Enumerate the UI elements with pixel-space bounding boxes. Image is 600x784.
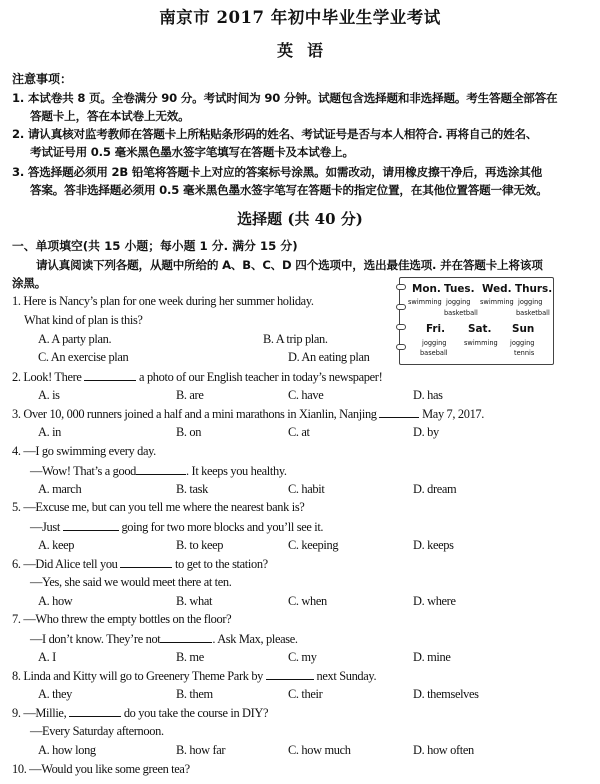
day-fri: Fri. xyxy=(426,323,446,335)
binder-ring xyxy=(396,344,406,350)
answer-blank xyxy=(379,406,419,418)
section-title: 选择题 (共 40 分) xyxy=(237,210,363,228)
q6-option-a: A. how xyxy=(38,594,73,608)
question-9-reply: —Every Saturday afternoon. xyxy=(30,724,164,738)
q6-text-before: 6. —Did Alice tell you xyxy=(12,557,118,571)
q8-option-d: D. themselves xyxy=(413,687,479,701)
q6-text-after: to get to the station? xyxy=(175,557,268,571)
q4-option-a: A. march xyxy=(38,482,82,496)
q7-text-after: . Ask Max, please. xyxy=(212,632,298,646)
note-1-line-1: 1. 本试卷共 8 页。全卷满分 90 分。考试时间为 90 分钟。试题包含选择题和非选择题。考生答题全部答在 xyxy=(12,91,558,105)
q5-option-b: B. to keep xyxy=(176,538,224,552)
binder-ring xyxy=(396,304,406,310)
question-3-stem xyxy=(12,406,484,422)
q2-option-d: D. has xyxy=(413,388,443,402)
activity-sun-2: tennis xyxy=(514,349,535,357)
day-thurs: Thurs. xyxy=(515,283,553,295)
answer-blank xyxy=(120,556,172,568)
binder-ring xyxy=(396,284,406,290)
q9-text-before: 9. —Millie, xyxy=(12,706,67,720)
q9-option-a: A. how long xyxy=(38,743,96,757)
activity-sat: swimming xyxy=(464,339,498,347)
question-4-stem: 4. —I go swimming every day. xyxy=(12,444,156,458)
q8-text-after: next Sunday. xyxy=(316,669,377,683)
note-3-line-2: 答案。答非选择题必须用 0.5 毫米黑色墨水签字笔写在答题卡的指定位置，在其他位置答题一律无效。 xyxy=(30,183,548,197)
question-9-stem xyxy=(12,705,268,721)
day-wed: Wed. xyxy=(482,283,512,295)
q2-text-before: 2. Look! There xyxy=(12,370,82,384)
question-5-reply xyxy=(30,519,323,535)
activity-thurs-2: basketball xyxy=(516,309,550,317)
question-7-reply xyxy=(30,631,298,647)
q4-option-c: C. habit xyxy=(288,482,325,496)
answer-blank xyxy=(266,668,314,680)
q3-option-c: C. at xyxy=(288,425,310,439)
note-3-line-1: 3. 答选择题必须用 2B 铅笔将答题卡上对应的答案标号涂黑。如需改动，请用橡皮擦干净后，再选涂其他 xyxy=(12,165,543,179)
question-1-stem-2: What kind of plan is this? xyxy=(24,313,143,327)
q4-text-after: . It keeps you healthy. xyxy=(186,464,287,478)
q7-option-c: C. my xyxy=(288,650,317,664)
exam-title: 南京市 2017 年初中毕业生学业考试 xyxy=(159,8,441,27)
question-8-stem xyxy=(12,668,376,684)
activity-mon: swimming xyxy=(408,298,442,306)
q2-text-after: a photo of our English teacher in today’s newspaper! xyxy=(139,370,383,384)
q5-text-after: going for two more blocks and you’ll see it. xyxy=(121,520,324,534)
q8-option-a: A. they xyxy=(38,687,73,701)
activity-wed: swimming xyxy=(480,298,514,306)
question-5-stem: 5. —Excuse me, but can you tell me where the nearest bank is? xyxy=(12,500,305,514)
q5-option-c: C. keeping xyxy=(288,538,339,552)
activity-fri-2: baseball xyxy=(420,349,448,357)
note-1-line-2: 答题卡上，答在本试卷上无效。 xyxy=(30,109,190,123)
weekly-plan-card xyxy=(399,277,554,365)
part-heading: 一、单项填空(共 15 小题；每小题 1 分. 满分 15 分) xyxy=(12,239,298,253)
answer-blank xyxy=(136,463,186,475)
activity-fri: jogging xyxy=(422,339,447,347)
q1-option-d: D. An eating plan xyxy=(288,350,370,364)
q3-option-d: D. by xyxy=(413,425,439,439)
question-10-stem: 10. —Would you like some green tea? xyxy=(12,762,190,776)
question-6-reply: —Yes, she said we would meet there at ten. xyxy=(30,575,232,589)
day-sat: Sat. xyxy=(468,323,492,335)
q8-option-b: B. them xyxy=(176,687,213,701)
q3-text-before: 3. Over 10, 000 runners joined a half and a mini marathons in Xianlin, Nanjing xyxy=(12,407,377,421)
q9-option-c: C. how much xyxy=(288,743,351,757)
answer-blank xyxy=(160,631,212,643)
question-2-stem xyxy=(12,369,382,385)
q3-option-a: A. in xyxy=(38,425,62,439)
answer-blank xyxy=(63,519,119,531)
q5-text-before: —Just xyxy=(30,520,60,534)
q6-option-d: D. where xyxy=(413,594,456,608)
notes-heading: 注意事项： xyxy=(12,72,73,86)
question-6-stem xyxy=(12,556,268,572)
q3-text-after: May 7, 2017. xyxy=(422,407,485,421)
q4-option-b: B. task xyxy=(176,482,208,496)
day-mon: Mon. xyxy=(412,283,441,295)
q9-option-b: B. how far xyxy=(176,743,226,757)
q8-option-c: C. their xyxy=(288,687,323,701)
day-tues: Tues. xyxy=(444,283,475,295)
q7-option-a: A. I xyxy=(38,650,56,664)
q2-option-c: C. have xyxy=(288,388,324,402)
subject-title: 英语 xyxy=(276,41,337,60)
q5-option-a: A. keep xyxy=(38,538,75,552)
question-1-stem: 1. Here is Nancy’s plan for one week during her summer holiday. xyxy=(12,294,314,308)
q8-text-before: 8. Linda and Kitty will go to Greenery Theme Park by xyxy=(12,669,264,683)
question-7-stem: 7. —Who threw the empty bottles on the floor? xyxy=(12,612,232,626)
q6-option-c: C. when xyxy=(288,594,327,608)
q7-option-b: B. me xyxy=(176,650,204,664)
q9-option-d: D. how often xyxy=(413,743,474,757)
q4-option-d: D. dream xyxy=(413,482,457,496)
activity-sun: jogging xyxy=(510,339,535,347)
q1-option-a: A. A party plan. xyxy=(38,332,112,346)
activity-tues: jogging xyxy=(446,298,471,306)
answer-blank xyxy=(69,705,121,717)
question-4-reply xyxy=(30,463,287,479)
q7-option-d: D. mine xyxy=(413,650,451,664)
q2-option-a: A. is xyxy=(38,388,60,402)
q2-option-b: B. are xyxy=(176,388,204,402)
note-2-line-2: 考试证号用 0.5 毫米黑色墨水签字笔填写在答题卡及本试卷上。 xyxy=(30,145,354,159)
q4-text-before: —Wow! That’s a good xyxy=(30,464,137,478)
activity-tues-2: basketball xyxy=(444,309,478,317)
q1-option-b: B. A trip plan. xyxy=(263,332,328,346)
q7-text-before: —I don’t know. They’re not xyxy=(30,632,161,646)
instruction-line-1: 请认真阅读下列各题，从题中所给的 A、B、C、D 四个选项中，选出最佳选项. 并在答题卡上将该项 xyxy=(36,258,543,272)
q6-option-b: B. what xyxy=(176,594,213,608)
q5-option-d: D. keeps xyxy=(413,538,454,552)
q3-option-b: B. on xyxy=(176,425,202,439)
q1-option-c: C. An exercise plan xyxy=(38,350,129,364)
note-2-line-1: 2. 请认真核对监考教师在答题卡上所粘贴条形码的姓名、考试证号是否与本人相符合. 再将自己的姓名、 xyxy=(12,127,538,141)
activity-thurs: jogging xyxy=(518,298,543,306)
day-sun: Sun xyxy=(512,323,535,335)
instruction-line-2: 涂黑。 xyxy=(12,276,47,290)
answer-blank xyxy=(84,369,136,381)
binder-ring xyxy=(396,324,406,330)
q9-text-after: do you take the course in DIY? xyxy=(123,706,269,720)
